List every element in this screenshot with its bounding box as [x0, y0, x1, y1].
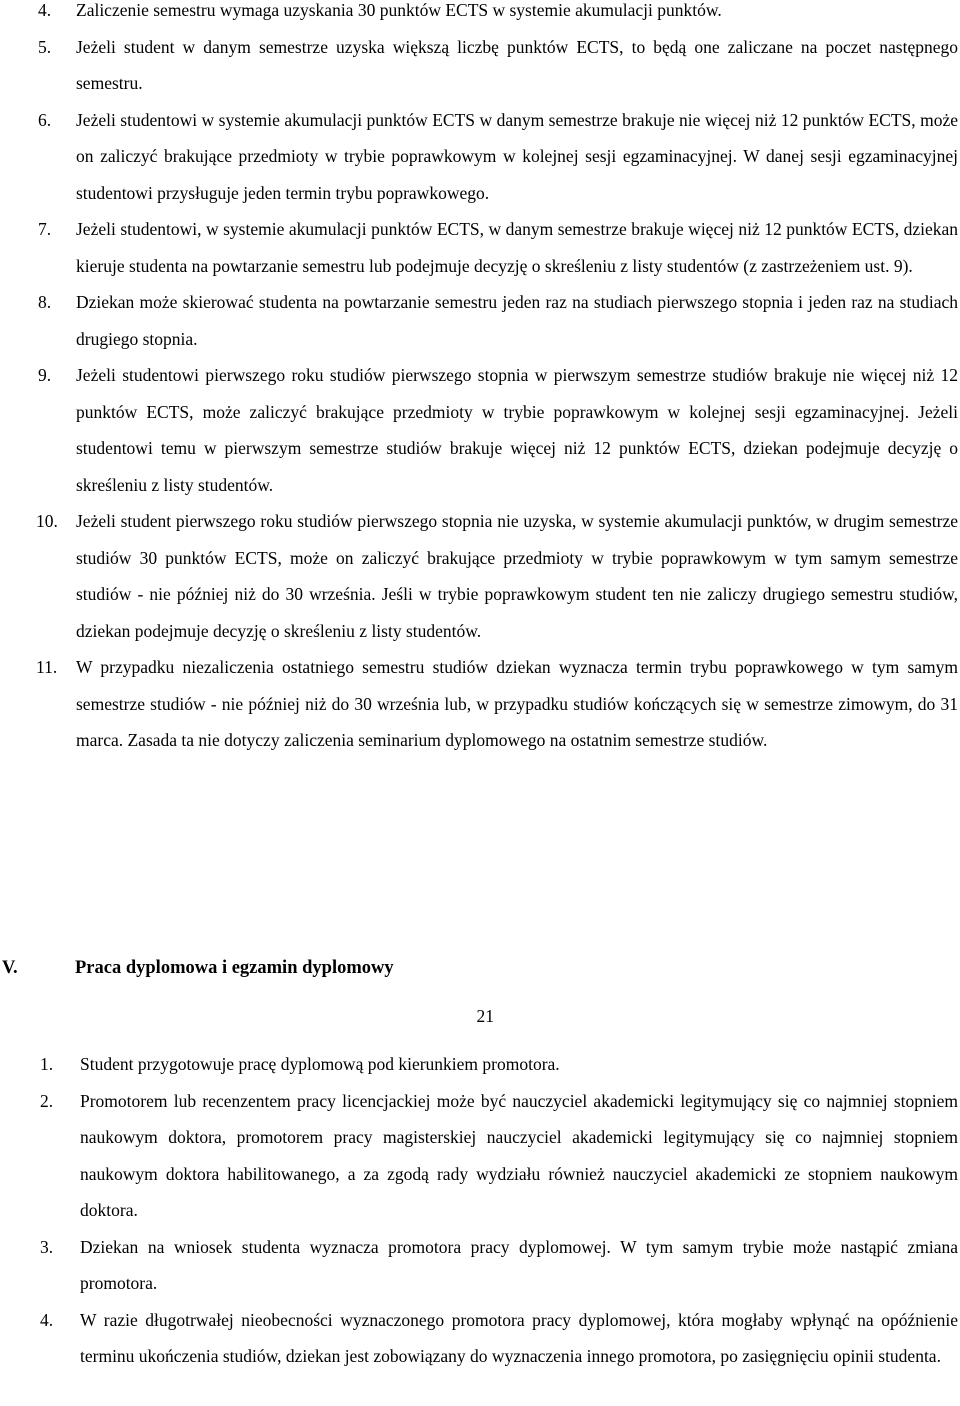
list-item: [0, 503, 958, 649]
item-text: Jeżeli studentowi pierwszego roku studiów pierwszego stopnia w pierwszym semestrze studiów brakuje nie więcej niż 12 punktów ECTS, może zaliczyć brakujące przedmioty w trybie poprawkowym w kolejnej sesji egzaminacyjnej. Jeżeli studentowi temu w pierwszym semestrze studiów brakuje więcej niż 12 punktów ECTS, dziekan podejmuje decyzję o skreśleniu z listy studentów.: [76, 365, 958, 495]
item-text: Dziekan może skierować studenta na powtarzanie semestru jeden raz na studiach pierwszego stopnia i jeden raz na studiach drugiego stopnia.: [76, 292, 958, 349]
item-number: 5.: [38, 36, 52, 57]
list-item: [0, 1083, 958, 1229]
item-text: W przypadku niezaliczenia ostatniego semestru studiów dziekan wyznacza termin trybu poprawkowego w tym samym semestrze studiów - nie później niż do 30 września lub, w przypadku studiów kończących się w semestrze zimowym, do 31 marca. Zasada ta nie dotyczy zaliczenia seminarium dyplomowego na ostatnim semestrze studiów.: [76, 657, 958, 750]
list-item: [0, 1302, 958, 1375]
list-item: [0, 649, 958, 759]
list-item: [0, 1229, 958, 1302]
list-item: [0, 211, 958, 284]
item-number: 10.: [36, 511, 58, 531]
list-item: [0, 102, 958, 212]
item-number: 3.: [40, 1236, 54, 1257]
item-text: Student przygotowuje pracę dyplomową pod kierunkiem promotora.: [80, 1054, 560, 1074]
item-text: Dziekan na wniosek studenta wyznacza promotora pracy dyplomowej. W tym samym trybie może nastąpić zmiana promotora.: [80, 1236, 958, 1293]
list-item: [0, 1046, 958, 1083]
item-number: 8.: [38, 292, 52, 312]
section-heading: [0, 950, 960, 986]
item-text: Jeżeli student w danym semestrze uzyska większą liczbę punktów ECTS, to będą one zaliczane na poczet następnego semestru.: [76, 36, 958, 93]
item-number: 6.: [38, 109, 52, 130]
item-text: Zaliczenie semestru wymaga uzyskania 30 punktów ECTS w systemie akumulacji punktów.: [76, 0, 722, 20]
item-number: 11.: [36, 657, 58, 677]
section-title: Praca dyplomowa i egzamin dyplomowy: [75, 958, 394, 978]
item-text: Jeżeli student pierwszego roku studiów pierwszego stopnia nie uzyska, w systemie akumulacji punktów, w drugim semestrze studiów 30 punktów ECTS, może on zaliczyć brakujące przedmioty w trybie poprawkowym w tym samym semestrze studiów - nie później niż do 30 września. Jeśli w trybie poprawkowym student ten nie zaliczy drugiego semestru studiów, dziekan podejmuje decyzję o skreśleniu z listy studentów.: [76, 511, 958, 641]
item-text: Promotorem lub recenzentem pracy licencjackiej może być nauczyciel akademicki legitymujący się co najmniej stopniem naukowym doktora, promotorem pracy magisterskiej nauczyciel akademicki legitymujący się co najmniej stopniem naukowym doktora habilitowanego, a za zgodą rady wydziału również nauczyciel akademicki ze stopniem naukowym doktora.: [80, 1090, 958, 1220]
item-number: 4.: [38, 0, 52, 20]
item-text: W razie długotrwałej nieobecności wyznaczonego promotora pracy dyplomowej, która mogłaby wpłynąć na opóźnienie terminu ukończenia studiów, dziekan jest zobowiązany do wyznaczenia innego promotora, po zasięgnięciu opinii studenta.: [80, 1309, 958, 1366]
list-item: [0, 29, 958, 102]
list-item: [0, 357, 958, 503]
item-number: 1.: [40, 1054, 54, 1074]
item-text: Jeżeli studentowi, w systemie akumulacji punktów ECTS, w danym semestrze brakuje więcej niż 12 punktów ECTS, dziekan kieruje studenta na powtarzanie semestru lub podejmuje decyzję o skreśleniu z listy studentów (z zastrzeżeniem ust. 9).: [76, 219, 958, 276]
item-number: 4.: [40, 1309, 54, 1330]
page-number: 21: [476, 1006, 494, 1026]
item-number: 2.: [40, 1090, 54, 1111]
item-text: Jeżeli studentowi w systemie akumulacji punktów ECTS w danym semestrze brakuje nie więcej niż 12 punktów ECTS, może on zaliczyć brakujące przedmioty w trybie poprawkowym w kolejnej sesji egzaminacyjnej. W danej sesji egzaminacyjnej studentowi przysługuje jeden termin trybu poprawkowego.: [76, 109, 958, 203]
item-number: 7.: [38, 219, 52, 239]
item-number: 9.: [38, 365, 52, 385]
regulation-list-section-5: [0, 1046, 958, 1375]
list-item: [0, 284, 958, 357]
list-item: [0, 0, 958, 29]
section-roman-numeral: V.: [2, 958, 18, 978]
